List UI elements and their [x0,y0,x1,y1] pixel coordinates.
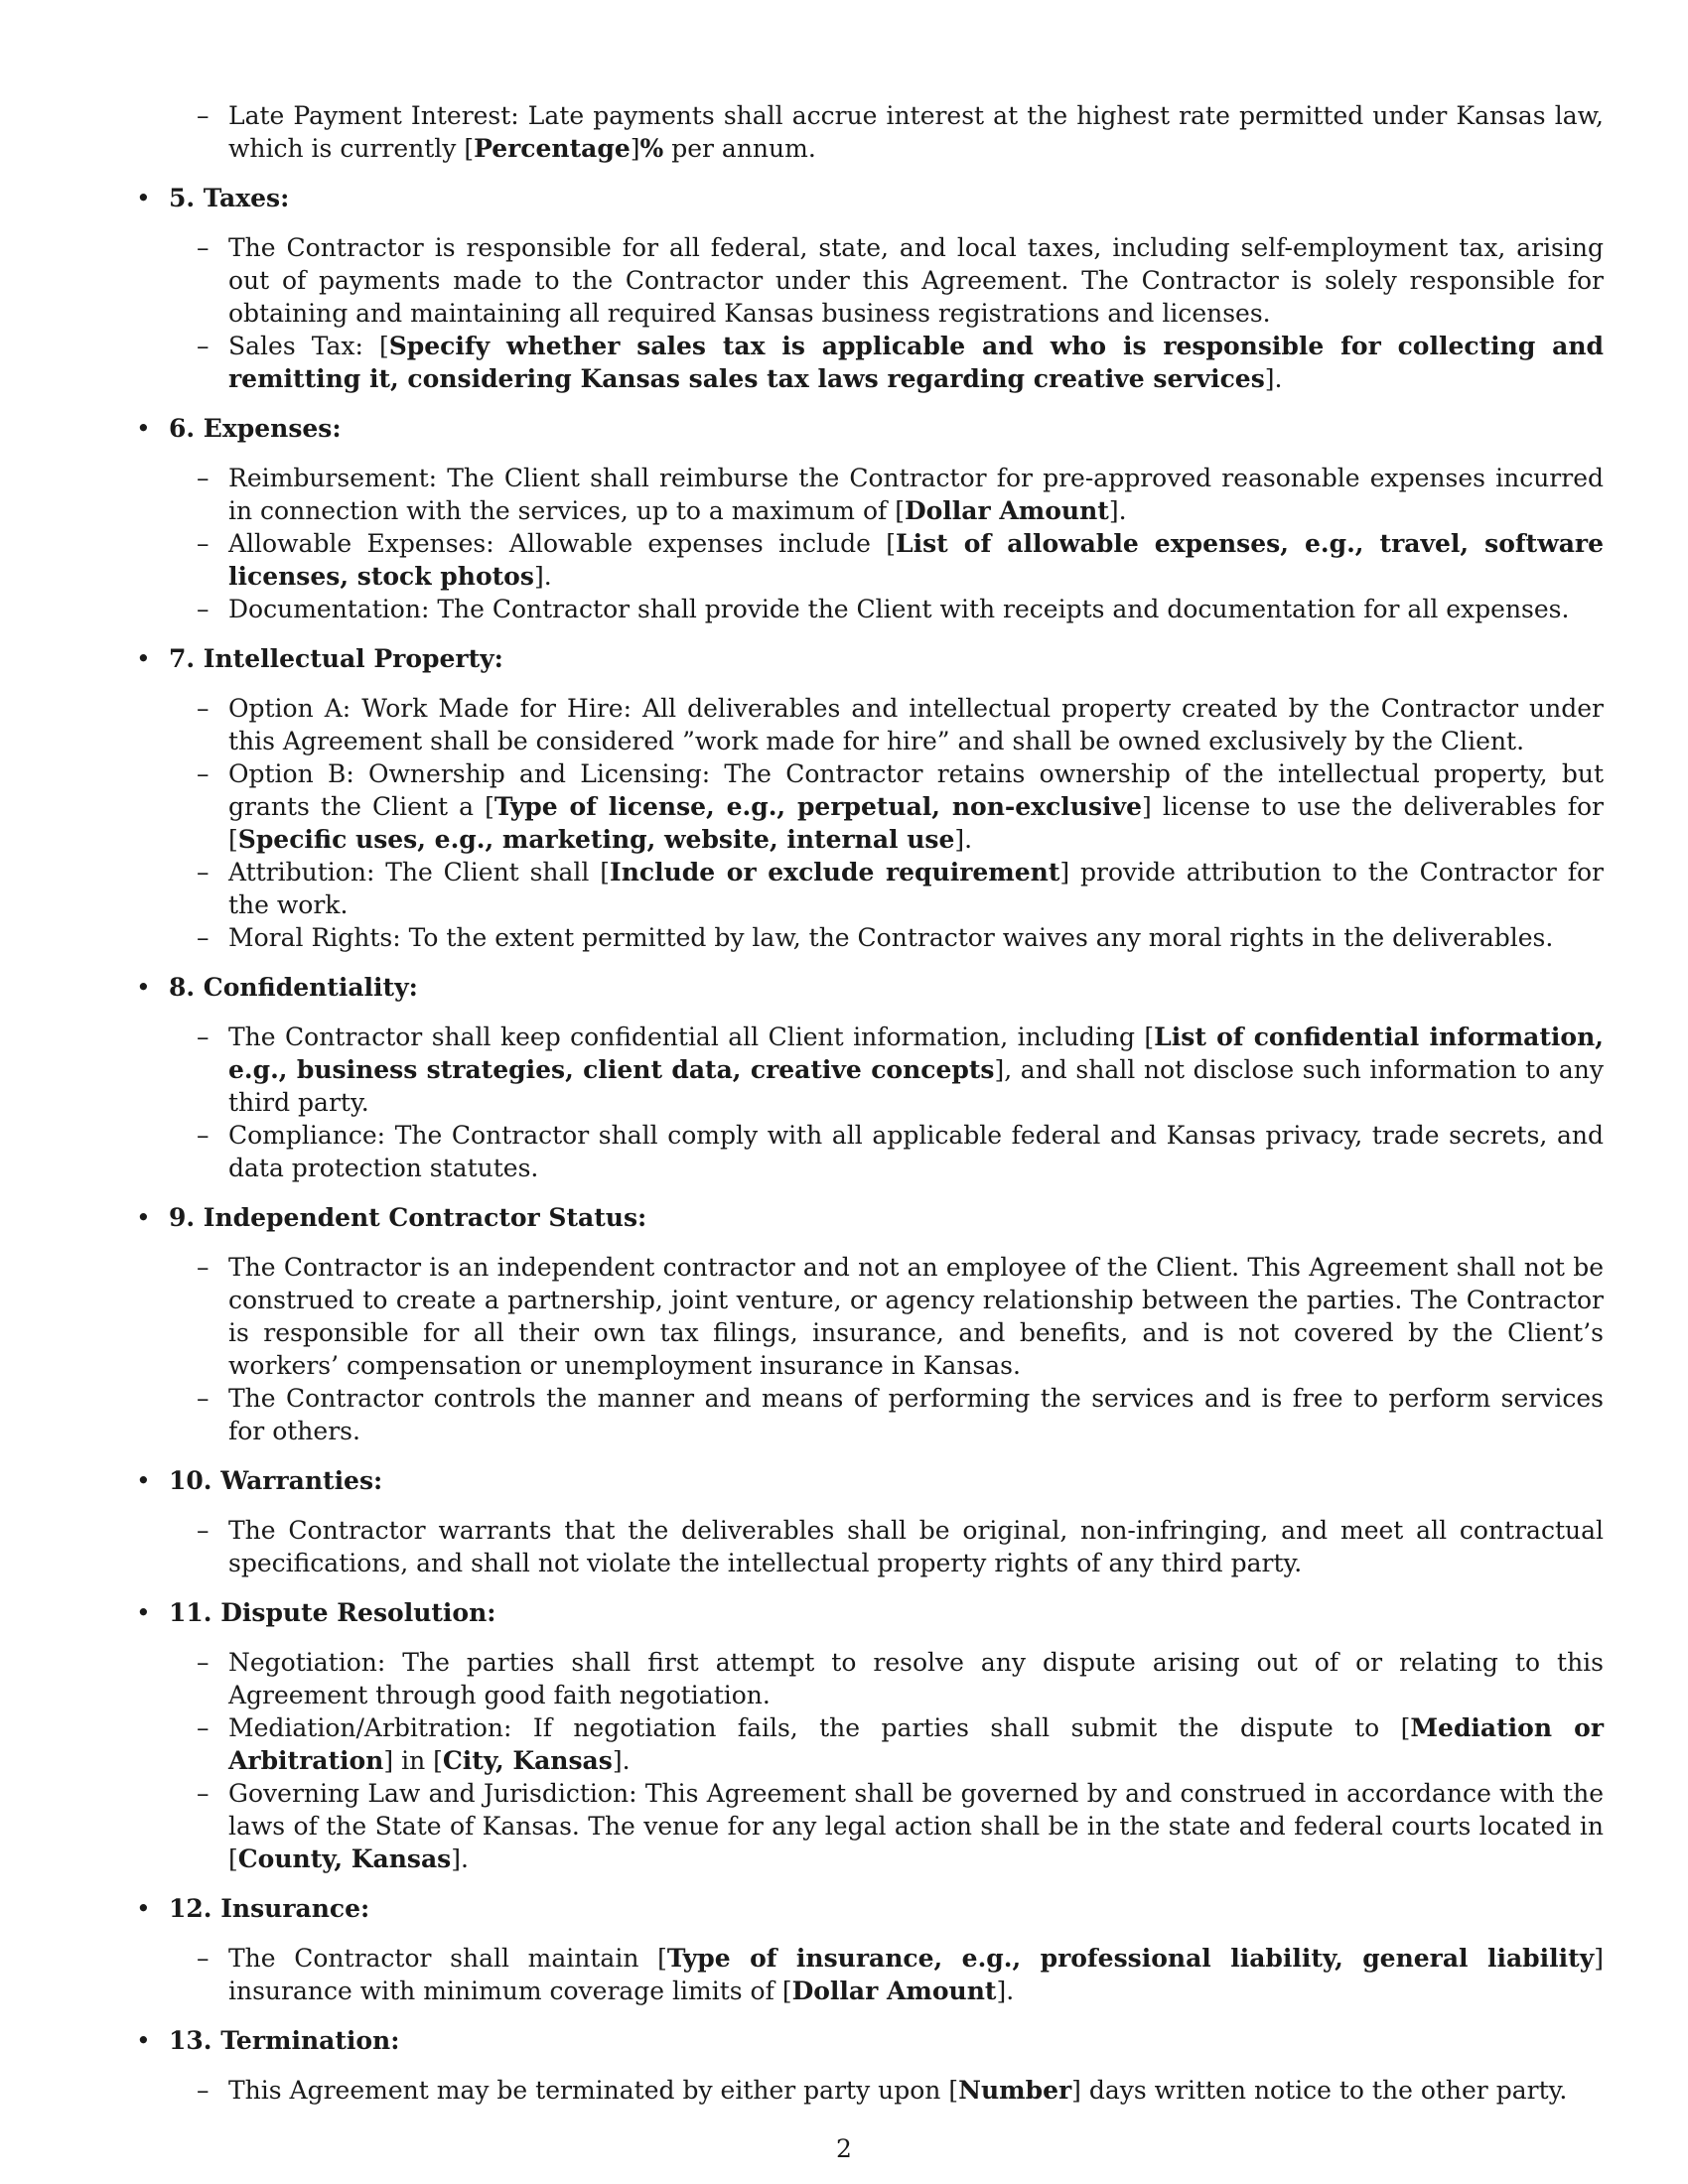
clause-list [169,692,1604,954]
clause-text: Attribution: The Client shall [ [228,858,611,887]
section [136,1596,1604,1875]
clause-text: ], and shall not disclose such information to any third party. [228,1055,1604,1117]
placeholder-text: Percentage [474,134,631,163]
clause-text: The Contractor controls the manner and means of performing the services and is free to perform services for others. [228,1384,1604,1445]
clause-text: ]. [612,1746,631,1775]
placeholder-text: Dollar Amount [791,1977,997,2005]
section-heading [136,642,1604,675]
clause-list [169,1646,1604,1875]
clause-item [169,99,1604,165]
dash-marker: – [197,759,210,788]
section-heading-text: 7. Intellectual Property: [169,644,503,673]
dash-marker: – [197,1779,210,1808]
clause-item [169,1514,1604,1579]
section-heading-text: 5. Taxes: [169,184,290,212]
clause-text: The Contractor warrants that the deliverables shall be original, non-infringing, and meet all contractual specifications, and shall not violate the intellectual property rights of any third party. [228,1516,1604,1577]
clause-list [169,462,1604,625]
clause-list [169,1021,1604,1184]
dash-marker: – [197,1516,210,1545]
section-heading [136,1201,1604,1234]
clause-text: Reimbursement: The Client shall reimburse the Contractor for pre-approved reasonable expenses incurred in connection with the services, up to a maximum of [ [228,464,1604,525]
clause-text: Allowable Expenses: Allowable expenses include [ [228,529,897,558]
dash-marker: – [197,694,210,723]
clause-item [169,527,1604,593]
clause-text: ] provide attribution to the Contractor for the work. [228,858,1604,919]
dash-marker: – [197,529,210,558]
placeholder-text: Include or exclude requirement [610,858,1060,887]
section [136,412,1604,625]
page-number: 2 [836,2134,852,2163]
dash-marker: – [197,101,210,130]
clause-text: ]. [1108,496,1127,525]
section-heading-text: 6. Expenses: [169,414,342,443]
bullet-marker: • [136,1894,151,1923]
clause-text: ] license to use the deliverables for [ [228,792,1605,854]
clause-item [169,1942,1604,2007]
clause-text: Mediation/Arbitration: If negotiation fails, the parties shall submit the dispute to [ [228,1713,1411,1742]
placeholder-text: Type of insurance, e.g., professional liability, general liability [666,1944,1595,1973]
dash-marker: – [197,595,210,623]
section-heading-text: 10. Warranties: [169,1466,383,1495]
clause-text: The Contractor shall keep confidential all Client information, including [ [228,1023,1155,1051]
section-heading-text: 9. Independent Contractor Status: [169,1203,647,1232]
continued-list [169,99,1604,165]
placeholder-text: Number [958,2076,1072,2105]
clause-item [169,1646,1604,1711]
bullet-marker: • [136,1598,151,1627]
section-heading [136,182,1604,214]
dash-marker: – [197,464,210,492]
bullet-marker: • [136,1466,151,1495]
clause-list [169,1514,1604,1579]
section [136,971,1604,1184]
clause-text: Compliance: The Contractor shall comply with all applicable federal and Kansas privacy, trade secrets, and data protection statutes. [228,1121,1604,1182]
clause-item [169,1382,1604,1447]
clause-list [169,231,1604,395]
clause-list [169,2074,1604,2107]
bullet-marker: • [136,2026,151,2055]
bullet-marker: • [136,644,151,673]
dash-marker: – [197,1253,210,1282]
dash-marker: – [197,1121,210,1150]
clause-text: Late Payment Interest: Late payments shall accrue interest at the highest rate permitted under Kansas law, which is currently [ [228,101,1604,163]
clause-text: ]. [533,562,552,591]
placeholder-text: City, Kansas [442,1746,613,1775]
dash-marker: – [197,923,210,952]
document-body [136,99,1605,2123]
placeholder-text: Type of license, e.g., perpetual, non-exclusive [493,792,1142,821]
section-heading-text: 13. Termination: [169,2026,400,2055]
dash-marker: – [197,332,210,360]
dash-marker: – [197,1713,210,1742]
clause-text: ]. [954,825,973,854]
clause-text: Documentation: The Contractor shall provide the Client with receipts and documentation for all expenses. [228,595,1570,623]
clause-text: Option B: Ownership and Licensing: The Contractor retains ownership of the intellectual property, but grants the Client a [ [228,759,1604,821]
clause-item [169,231,1604,330]
dash-marker: – [197,1944,210,1973]
dash-marker: – [197,233,210,262]
section [136,1892,1604,2007]
section-heading [136,412,1604,445]
clause-text: The Contractor shall maintain [ [228,1944,667,1973]
dash-marker: – [197,1384,210,1413]
clause-text: The Contractor is an independent contractor and not an employee of the Client. This Agreement shall not be construed to create a partnership, joint venture, or agency relationship between the parties. The Contractor is responsible for all their own tax filings, insurance, and benefits, and is not covered by the Client’s workers’ compensation or unemployment insurance in Kansas. [228,1253,1604,1380]
clause-item [169,1119,1604,1184]
clause-text: Option A: Work Made for Hire: All deliverables and intellectual property created by the Contractor under this Agreement shall be considered ”work made for hire” and shall be owned exclusively by the Client. [228,694,1604,755]
placeholder-text: List of allowable expenses, e.g., travel, software licenses, stock photos [228,529,1604,591]
clause-item [169,330,1604,395]
clause-text: ]. [451,1844,469,1873]
bullet-marker: • [136,184,151,212]
clause-text: Moral Rights: To the extent permitted by law, the Contractor waives any moral rights in the deliverables. [228,923,1554,952]
section-heading [136,1464,1604,1497]
bullet-marker: • [136,1203,151,1232]
dash-marker: – [197,1648,210,1677]
dash-marker: – [197,1023,210,1051]
section-heading-text: 11. Dispute Resolution: [169,1598,496,1627]
clause-text: per annum. [663,134,816,163]
clause-text: Negotiation: The parties shall first attempt to resolve any dispute arising out of or relating to this Agreement through good faith negotiation. [228,1648,1604,1709]
clause-list [169,1942,1604,2007]
section [136,182,1604,395]
clause-item [169,856,1604,921]
clause-text: The Contractor is responsible for all federal, state, and local taxes, including self-employment tax, arising out of payments made to the Contractor under this Agreement. The Contractor is solely responsible for obtaining and maintaining all required Kansas business registrations and licenses. [228,233,1604,328]
section-heading-text: 8. Confidentiality: [169,973,418,1002]
bullet-marker: • [136,973,151,1002]
dash-marker: – [197,2076,210,2105]
clause-item [169,692,1604,757]
placeholder-text: Dollar Amount [904,496,1109,525]
clause-item [169,1777,1604,1875]
bullet-marker: • [136,414,151,443]
clause-item [169,2074,1604,2107]
section-heading [136,971,1604,1004]
clause-item [169,757,1604,856]
clause-item [169,1021,1604,1119]
clause-text: Governing Law and Jurisdiction: This Agreement shall be governed by and construed in accordance with the laws of the State of Kansas. The venue for any legal action shall be in the state and federal courts located in [ [228,1779,1604,1873]
dash-marker: – [197,858,210,887]
clause-text: ] in [ [383,1746,443,1775]
clause-text: Sales Tax: [ [228,332,389,360]
placeholder-text: County, Kansas [237,1844,452,1873]
section-heading-text: 12. Insurance: [169,1894,370,1923]
section-heading [136,2024,1604,2057]
clause-item [169,593,1604,625]
placeholder-text: List of confidential information, e.g., business strategies, client data, creative concepts [228,1023,1604,1084]
clause-item [169,1711,1604,1777]
section [136,1464,1604,1579]
placeholder-text: % [639,134,664,163]
clause-text: This Agreement may be terminated by either party upon [ [228,2076,959,2105]
clause-text: ] insurance with minimum coverage limits of [ [228,1944,1604,2005]
section [136,1201,1604,1447]
clause-list [169,1251,1604,1447]
clause-text: ] [630,134,640,163]
placeholder-text: Mediation or Arbitration [228,1713,1604,1775]
clause-text: ]. [996,1977,1015,2005]
placeholder-text: Specific uses, e.g., marketing, website, internal use [237,825,955,854]
clause-text: ] days written notice to the other party. [1071,2076,1568,2105]
clause-text: ]. [1264,364,1283,393]
clause-item [169,462,1604,527]
clause-item [169,1251,1604,1382]
section [136,642,1605,954]
placeholder-text: Specify whether sales tax is applicable and who is responsible for collecting and remitting it, considering Kansas sales tax laws regarding creative services [228,332,1604,393]
section-heading [136,1892,1604,1925]
section-heading [136,1596,1604,1629]
section [136,2024,1604,2107]
clause-item [169,921,1604,954]
